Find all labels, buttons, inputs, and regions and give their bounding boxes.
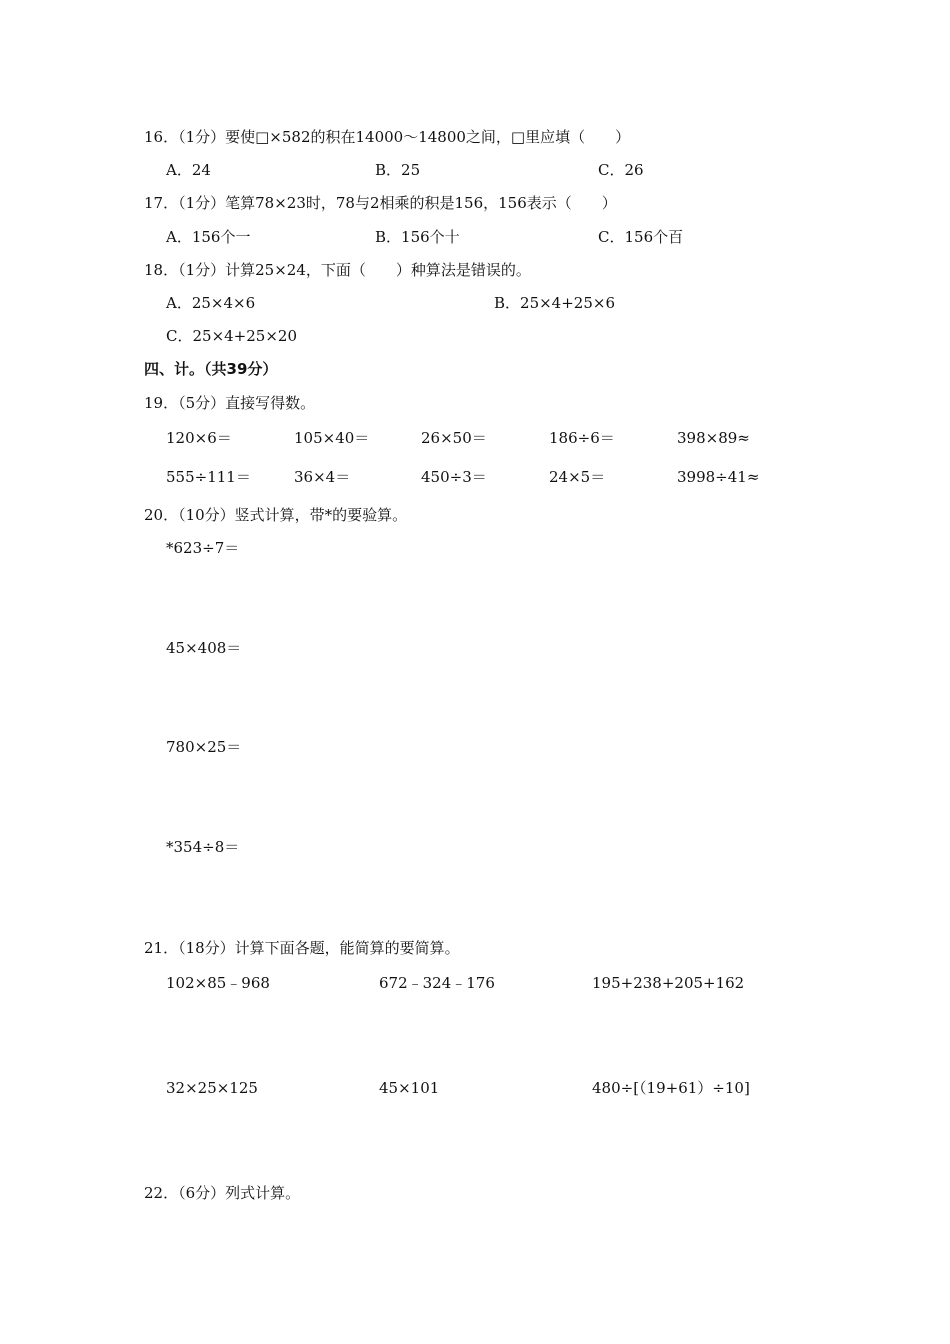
question-19-stem: 19．（5分）直接写得数。 (144, 394, 316, 412)
question-20-stem: 20．（10分）竖式计算，带*的要验算。 (144, 506, 408, 524)
q21-row1-item-3: 195+238+205+162 (592, 974, 745, 992)
q20-item-1: *623÷7＝ (166, 539, 240, 557)
question-17-option-a: A．156个一 (166, 228, 251, 246)
q21-row1-item-1: 102×85﹣968 (166, 974, 270, 992)
question-22-stem: 22．（6分）列式计算。 (144, 1184, 301, 1202)
question-17-option-b: B．156个十 (375, 228, 460, 246)
question-18-option-a: A．25×4×6 (166, 294, 256, 312)
q19-row2-item-3: 450÷3＝ (421, 468, 487, 486)
q19-row2-item-2: 36×4＝ (294, 468, 351, 486)
q19-row2-item-5: 3998÷41≈ (677, 468, 760, 486)
q19-row2-item-4: 24×5＝ (549, 468, 606, 486)
question-16-option-c: C．26 (598, 161, 644, 179)
q21-row2-item-3: 480÷[（19+61）÷10] (592, 1079, 750, 1097)
question-18-option-b: B．25×4+25×6 (494, 294, 615, 312)
q19-row2-item-1: 555÷111＝ (166, 468, 251, 486)
section-4-heading: 四、计。（共39分） (144, 360, 278, 378)
q20-item-2: 45×408＝ (166, 639, 242, 657)
question-16-option-a: A．24 (166, 161, 211, 179)
q19-row1-item-3: 26×50＝ (421, 429, 487, 447)
question-16-option-b: B．25 (375, 161, 421, 179)
question-21-stem: 21．（18分）计算下面各题，能简算的要简算。 (144, 939, 460, 957)
q20-item-3: 780×25＝ (166, 738, 242, 756)
q19-row1-item-1: 120×6＝ (166, 429, 232, 447)
q19-row1-item-5: 398×89≈ (677, 429, 750, 447)
q20-item-4: *354÷8＝ (166, 838, 240, 856)
question-17-stem: 17．（1分）笔算78×23时，78与2相乘的积是156，156表示（ ） (144, 194, 617, 212)
question-17-option-c: C．156个百 (598, 228, 684, 246)
question-16-stem: 16．（1分）要使□×582的积在14000～14800之间，□里应填（ ） (144, 128, 631, 146)
question-18-option-c: C．25×4+25×20 (166, 327, 297, 345)
q19-row1-item-4: 186÷6＝ (549, 429, 615, 447)
q19-row1-item-2: 105×40＝ (294, 429, 370, 447)
question-18-stem: 18．（1分）计算25×24，下面（ ）种算法是错误的。 (144, 261, 531, 279)
q21-row2-item-1: 32×25×125 (166, 1079, 258, 1097)
q21-row2-item-2: 45×101 (379, 1079, 440, 1097)
q21-row1-item-2: 672﹣324﹣176 (379, 974, 495, 992)
